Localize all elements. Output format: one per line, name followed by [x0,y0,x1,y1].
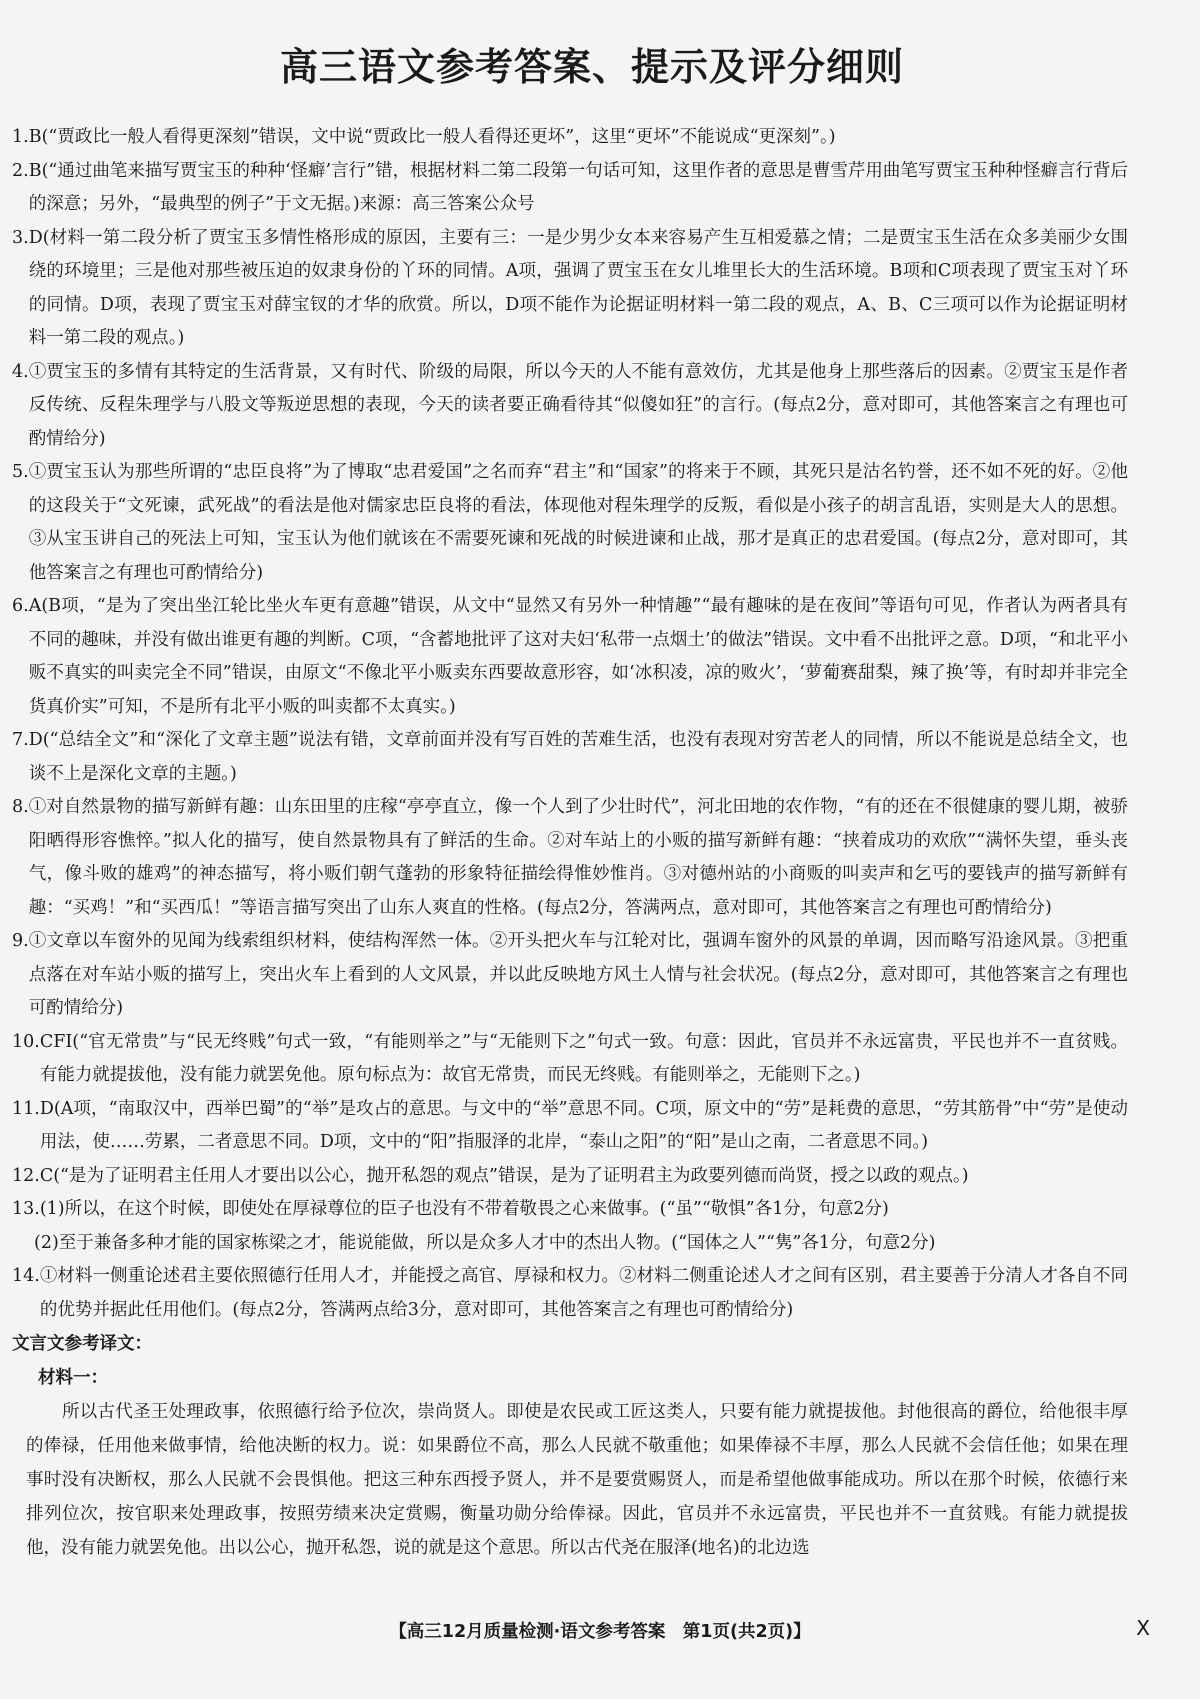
answer-number: 1. [12,127,29,147]
answer-text: (1)所以，在这个时候，即使处在厚禄尊位的臣子也没有不带着敬畏之心来做事。(“虽”“敬惧”各1分，句意2分) [39,1199,889,1219]
answer-item [12,724,1128,791]
answer-text: D(“总结全文”和“深化了文章主题”说法有错，文章前面并没有写百姓的苦难生活，也没有表现对穷苦老人的同情，所以不能说是总结全文，也谈不上是深化文章的主题。) [28,730,1128,784]
answer-number: 10. [12,1031,40,1052]
answer-item-14 [12,1260,1128,1327]
answer-number: 13. [12,1199,40,1219]
answer-text: ①贾宝玉的多情有其特定的生活背景，又有时代、阶级的局限，所以今天的人不能有意效仿，尤其是他身上那些落后的因素。②贾宝玉是作者反传统、反程朱理学与八股文等叛逆思想的表现，今天的读者要正确看待其“似傻如狂”的言行。(每点2分，意对即可，其他答案言之有理也可酌情给分) [28,361,1128,449]
answer-item [12,155,1128,222]
answer-item [12,590,1128,724]
answer-text: B(“贾政比一般人看得更深刻”错误，文中说“贾政比一般人看得还更坏”，这里“更坏”不能说成“更深刻”。) [28,127,836,147]
answer-text: D(A项，“南取汉中，西举巴蜀”的“举”是攻占的意思。与文中的“举”意思不同。C项，原文中的“劳”是耗费的意思，“劳其筋骨”中“劳”是使动用法，使……劳累，二者意思不同。D项，文中的“阳”指服泽的北岸，“泰山之阳”的“阳”是山之南，二者意思不同。) [39,1098,1128,1152]
answer-number: 11. [12,1098,40,1119]
answer-text: ①材料一侧重论述君主要依照德行任用人才，并能授之高官、厚禄和权力。②材料二侧重论述人才之间有区别，君主要善于分清人才各自不同的优势并据此任用他们。(每点2分，答满两点给3分，意对即可，其他答案言之有理也可酌情给分) [39,1266,1128,1320]
answer-item [12,925,1128,1026]
page-title: 高三语文参考答案、提示及评分细则 [279,45,904,89]
answer-item [12,222,1128,356]
answer-number: 4. [12,361,29,382]
answer-item [12,1093,1128,1160]
answer-text: A(B项，“是为了突出坐江轮比坐火车更有意趣”错误，从文中“显然又有另外一种情趣”“最有趣味的是在夜间”等语句可见，作者认为两者具有不同的趣味，并没有做出谁更有趣的判断。C项，“含蓄地批评了这对夫妇‘私带一点烟土’的做法”错误。文中看不出批评之意。D项，“和北平小贩不真实的叫卖完全不同”错误，由原文“不像北平小贩卖东西要故意形容，如‘冰积凌，凉的败火’，‘萝葡赛甜梨，辣了换’等，有时却并非完全货真价实”可知，不是所有北平小贩的叫卖都不太真实。) [28,596,1128,717]
page-footer: 【高三12月质量检测·语文参考答案 第1页(共2页)】 [389,1622,811,1642]
translation-text: 所以古代圣王处理政事，依照德行给予位次，崇尚贤人。即使是农民或工匠这类人，只要有能力就提拔他。封他很高的爵位，给他很丰厚的俸禄，任用他来做事情，给他决断的权力。说：如果爵位不高，那么人民就不敬重他；如果俸禄不丰厚，那么人民就不会信任他；如果在理事时没有决断权，那么人民就不会畏惧他。把这三种东西授予贤人，并不是要赏赐贤人，而是希望他做事能成功。所以在那个时候，依德行来排列位次，按官职来处理政事，按照劳绩来决定赏赐，衡量功勋分给俸禄。因此，官员并不永远富贵，平民也并不一直贫贱。有能力就提拔他，没有能力就罢免他。出以公心，抛开私怨，说的就是这个意思。所以古代尧在服泽(地名)的北边选 [26,1402,1128,1558]
translation-subheading: 材料一： [38,1368,108,1388]
answer-item [12,1026,1128,1093]
answer-text: B(“通过曲笔来描写贾宝玉的种种‘怪癖’言行”错，根据材料二第二段第一句话可知，这里作者的意思是曹雪芹用曲笔写贾宝玉种种怪癖言行背后的深意；另外，“最典型的例子”于文无据。)来源：高三答案公众号 [28,160,1128,214]
answer-number: 6. [12,596,29,616]
answer-item [12,121,1128,155]
answer-text: C(“是为了证明君主任用人才要出以公心，抛开私怨的观点”错误，是为了证明君主为政要列德而尚贤，授之以政的观点。) [39,1165,969,1186]
answer-list [12,121,1128,1193]
answer-number: 2. [12,160,29,181]
answer-text: ①贾宝玉认为那些所谓的“忠臣良将”为了博取“忠君爱国”之名而弃“君主”和“国家”的将来于不顾，其死只是沽名钓誉，还不如不死的好。②他的这段关于“文死谏，武死战”的看法是他对儒家忠臣良将的看法，体现他对程朱理学的反叛，看似是小孩子的胡言乱语，实则是大人的思想。③从宝玉讲自己的死法上可知，宝玉认为他们就该在不需要死谏和死战的时候进谏和止战，那才是真正的忠君爱国。(每点2分，意对即可，其他答案言之有理也可酌情给分) [28,462,1128,583]
answer-item [12,1160,1128,1194]
answer-number: 3. [12,227,29,248]
answer-text: ①对自然景物的描写新鲜有趣：山东田里的庄稼“亭亭直立，像一个人到了少壮时代”，河北田地的农作物，“有的还在不很健康的婴儿期，被骄阳晒得形容憔悴。”拟人化的描写，使自然景物具有了鲜活的生命。②对车站上的小贩的描写新鲜有趣：“挟着成功的欢欣”“满怀失望，垂头丧气，像斗败的雄鸡”的神态描写，将小贩们朝气蓬勃的形象特征描绘得惟妙惟肖。③对德州站的小商贩的叫卖声和乞丐的要钱声的描写新鲜有趣：“买鸡！”和“买西瓜！”等语言描写突出了山东人爽直的性格。(每点2分，答满两点，意对即可，其他答案言之有理也可酌情给分) [28,797,1128,918]
answer-number: 14. [12,1266,40,1286]
answer-number: 8. [12,797,29,817]
footer-mark: X [1136,1616,1150,1640]
answer-text: D(材料一第二段分析了贾宝玉多情性格形成的原因，主要有三：一是少男少女本来容易产生互相爱慕之情；二是贾宝玉生活在众多美丽少女围绕的环境里；三是他对那些被压迫的奴隶身份的丫环的同情。A项，强调了贾宝玉在女儿堆里长大的生活环境。B项和C项表现了贾宝玉对丫环的同情。D项，表现了贾宝玉对薛宝钗的才华的欣赏。所以，D项不能作为论据证明材料一第二段的观点，A、B、C三项可以作为论据证明材料一第二段的观点。) [28,227,1128,348]
answer-text: (2)至于兼备多种才能的国家栋梁之才，能说能做，所以是众多人才中的杰出人物。(“国体之人”“隽”各1分，句意2分) [34,1232,936,1253]
answer-item [12,456,1128,590]
translation-heading: 文言文参考译文： [12,1334,152,1354]
answer-item-13 [12,1193,1128,1260]
answer-text: ①文章以车窗外的见闻为线索组织材料，使结构浑然一体。②开头把火车与江轮对比，强调车窗外的风景的单调，因而略写沿途风景。③把重点落在对车站小贩的描写上，突出火车上看到的人文风景，并以此反映地方风土人情与社会状况。(每点2分，意对即可，其他答案言之有理也可酌情给分) [28,931,1128,1018]
answer-number: 5. [12,462,29,482]
answer-number: 9. [12,931,29,951]
answer-item [12,356,1128,457]
answer-text: CFI(“官无常贵”与“民无终贱”句式一致，“有能则举之”与“无能则下之”句式一致。句意：因此，官员并不永远富贵，平民也并不一直贫贱。有能力就提拔他，没有能力就罢免他。原句标点为：故官无常贵，而民无终贱。有能则举之，无能则下之。) [39,1031,1128,1085]
answer-item [12,791,1128,925]
answer-number: 7. [12,730,29,750]
answer-number: 12. [12,1165,40,1186]
